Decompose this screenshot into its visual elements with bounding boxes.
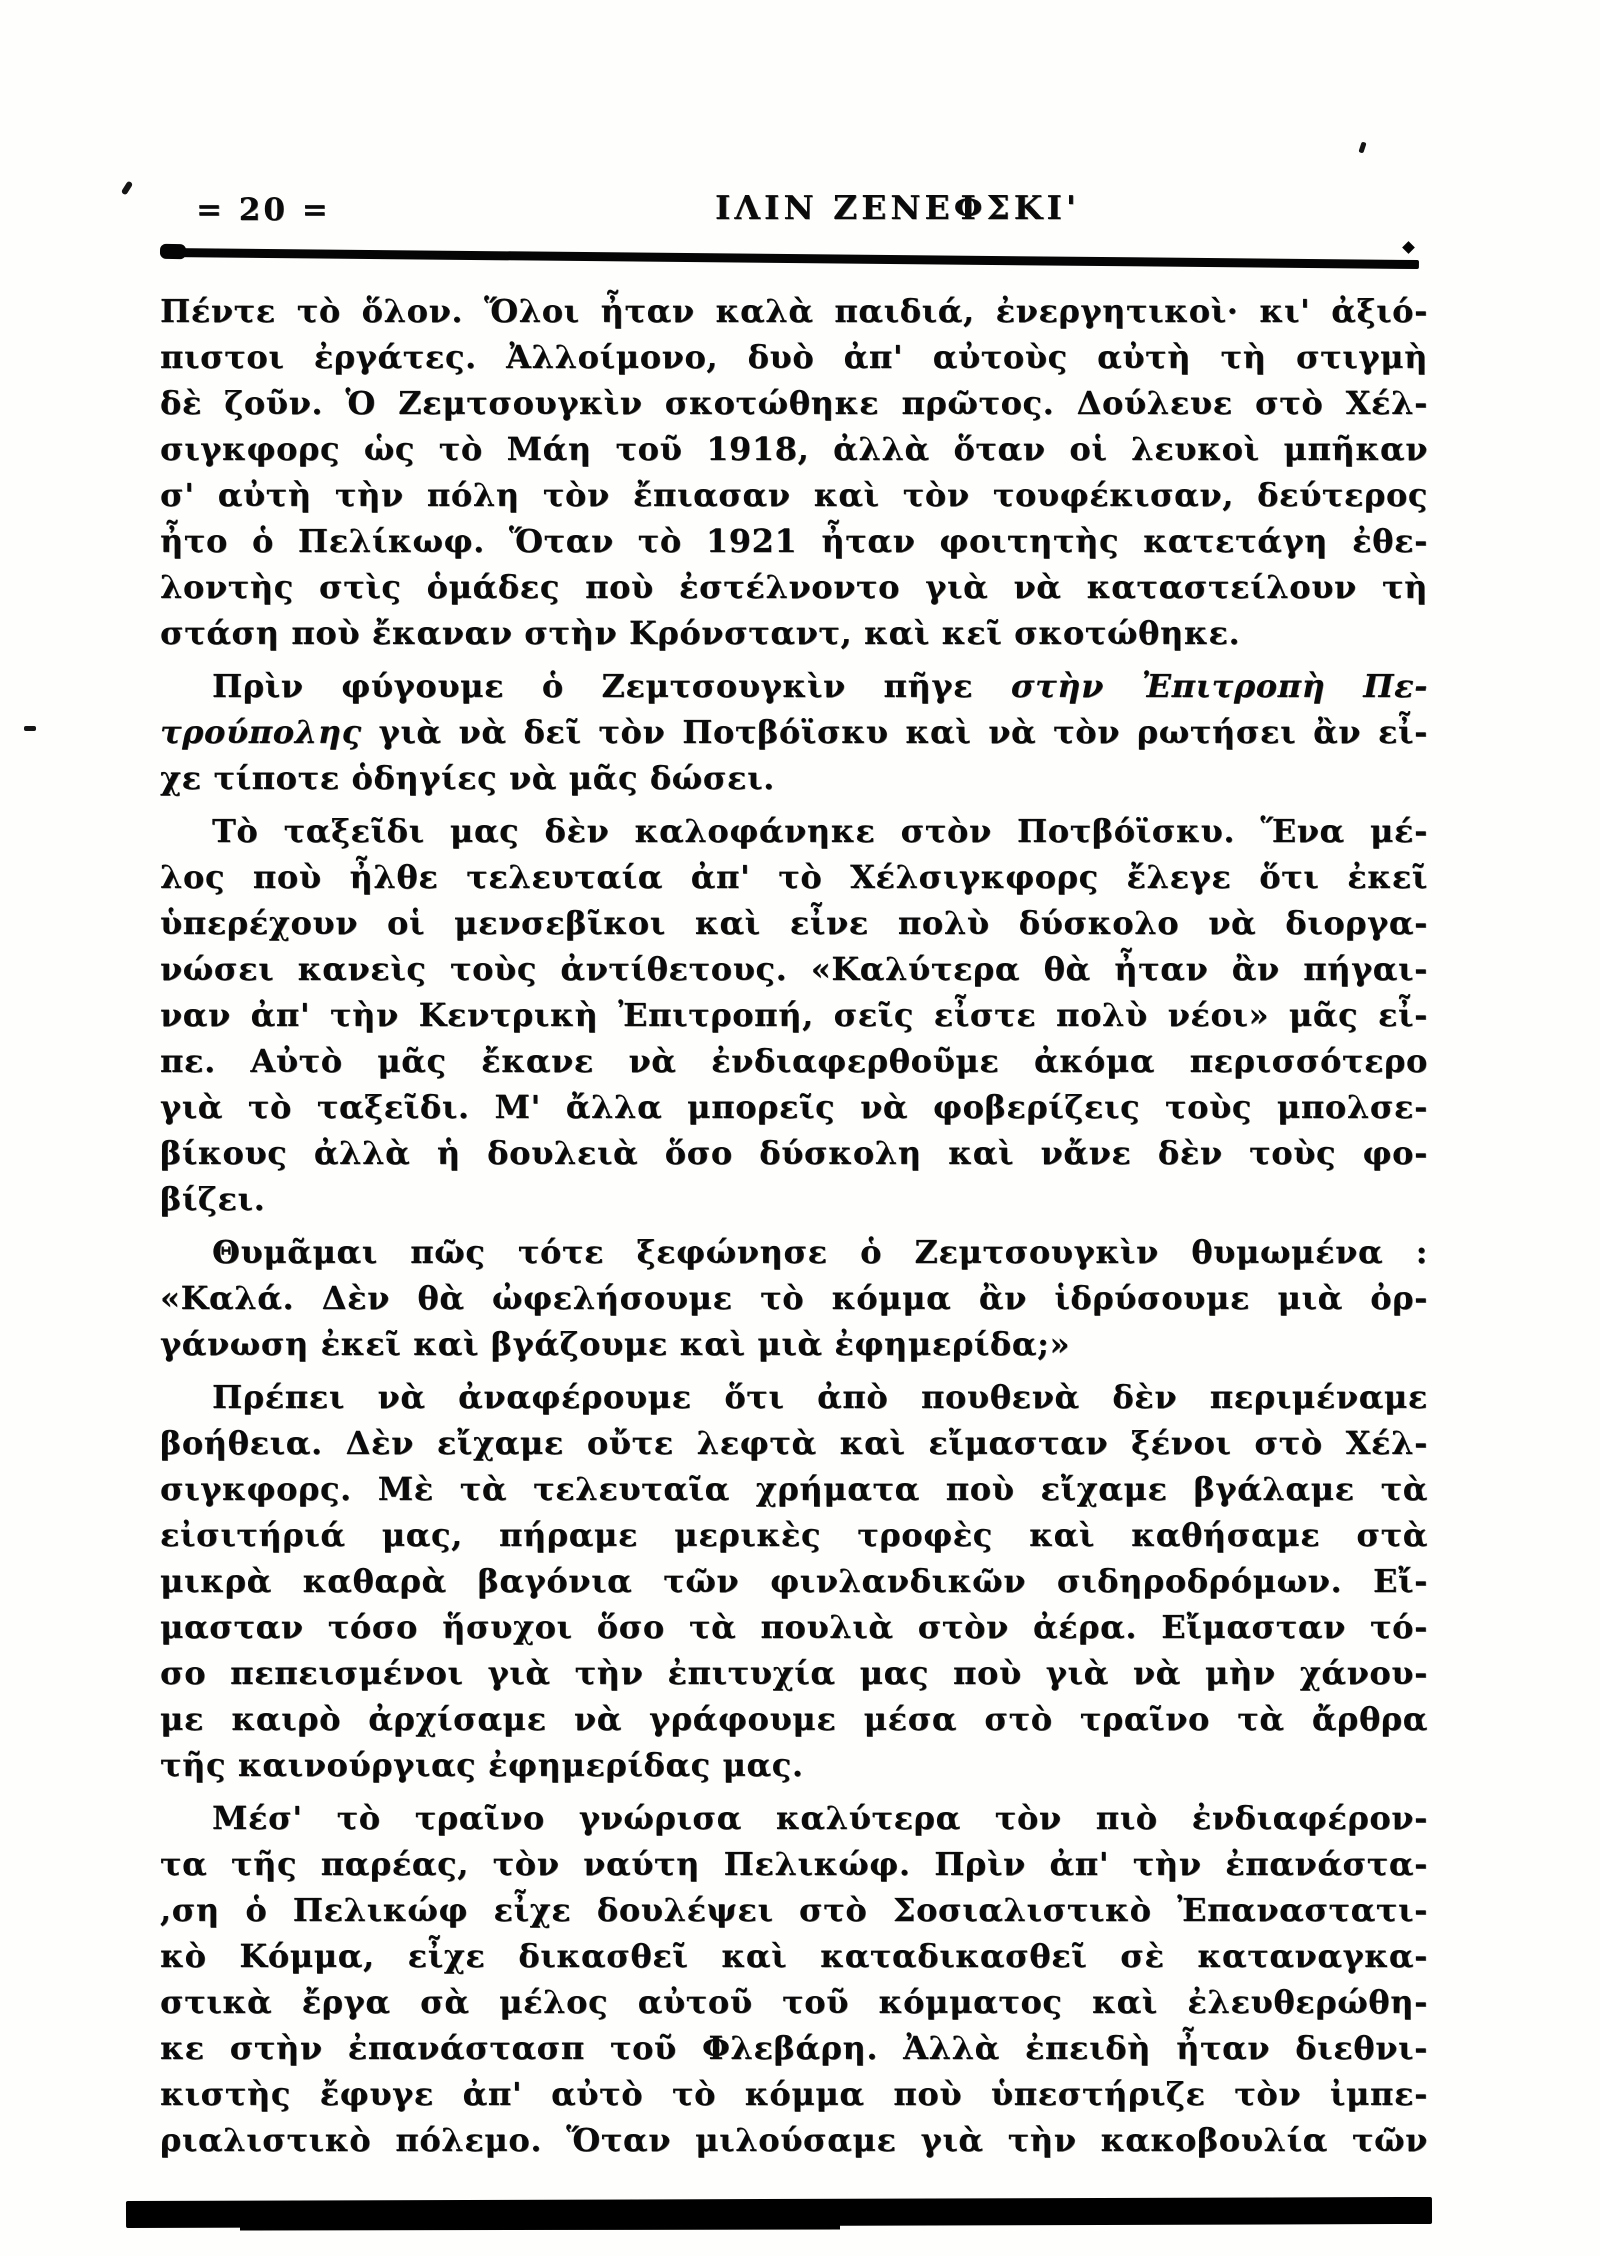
text-line: Θυμᾶμαι πῶς τότε ξεφώνησε ὁ Ζεμτσουγκὶν θυμωμένα :	[212, 1233, 1428, 1271]
text-line: τῆς καινούργιας ἐφημερίδας μας.	[160, 1746, 804, 1784]
text-line: βίζει.	[160, 1180, 266, 1218]
text-line: βίκους ἀλλὰ ἡ δουλειὰ ὅσο δύσκολη καὶ νἄνε δὲν τοὺς φο-	[160, 1134, 1428, 1172]
page-body-text	[160, 288, 1428, 2163]
header-rule-diamond-dot	[1402, 241, 1415, 254]
text-line: «Καλά. Δὲν θὰ ὠφελήσουμε τὸ κόμμα ἂν ἱδρύσουμε μιὰ ὀρ-	[160, 1279, 1428, 1317]
text-line: κε στὴν ἐπανάστασπ τοῦ Φλεβάρη. Ἀλλὰ ἐπειδὴ ἦταν διεθνι-	[160, 2029, 1428, 2067]
text-line: ριαλιστικὸ πόλεμο. Ὅταν μιλούσαμε γιὰ τὴν κακοβουλία τῶν	[160, 2121, 1428, 2159]
text-line: στάση ποὺ ἔκαναν στὴν Κρόνσταντ, καὶ κεῖ σκοτώθηκε.	[160, 614, 1241, 652]
bottom-scan-bar-shadow	[240, 2224, 840, 2230]
text-line: σ' αὐτὴ τὴν πόλη τὸν ἔπιασαν καὶ τὸν τουφέκισαν, δεύτερος	[160, 476, 1428, 514]
bottom-scan-bar	[126, 2197, 1432, 2228]
text-line: πιστοι ἐργάτες. Ἀλλοίμονο, δυὸ ἀπ' αὐτοὺς αὐτὴ τὴ στιγμὴ	[160, 338, 1428, 376]
text-line: κιστὴς ἔφυγε ἀπ' αὐτὸ τὸ κόμμα ποὺ ὑπεστήριζε τὸν ἰμπε-	[160, 2075, 1428, 2113]
text-line: μικρὰ καθαρὰ βαγόνια τῶν φινλανδικῶν σιδηροδρόμων. Εἴ-	[160, 1562, 1428, 1600]
text-line: Μέσ' τὸ τραῖνο γνώρισα καλύτερα τὸν πιὸ ἐνδιαφέρον-	[212, 1799, 1428, 1837]
text-line: ὑπερέχουν οἱ μενσεβῖκοι καὶ εἶνε πολὺ δύσκολο νὰ διοργα-	[160, 904, 1428, 942]
header-rule	[163, 248, 1419, 269]
text-line: Πέντε τὸ ὅλον. Ὅλοι ἦταν καλὰ παιδιά, ἐνεργητικοὶ· κι' ἀξιό-	[160, 292, 1428, 330]
text-line: με καιρὸ ἀρχίσαμε νὰ γράφουμε μέσα στὸ τραῖνο τὰ ἄρθρα	[160, 1700, 1428, 1738]
page-number: = 20 =	[196, 192, 331, 228]
text-line: Πρέπει νὰ ἀναφέρουμε ὅτι ἀπὸ πουθενὰ δὲν περιμέναμε	[212, 1378, 1428, 1416]
text-line: χε τίποτε ὁδηγίες νὰ μᾶς δώσει.	[160, 759, 775, 797]
text-line: λοντὴς στὶς ὁμάδες ποὺ ἐστέλνοντο γιὰ νὰ καταστείλουν τὴ	[160, 568, 1428, 606]
text-line: ἦτο ὁ Πελίκωφ. Ὅταν τὸ 1921 ἦταν φοιτητὴς κατετάγη ἐθε-	[160, 522, 1428, 560]
text-line: πε. Αὐτὸ μᾶς ἔκανε νὰ ἐνδιαφερθοῦμε ἀκόμα περισσότερο	[160, 1042, 1428, 1080]
text-line: βοήθεια. Δὲν εἴχαμε οὔτε λεφτὰ καὶ εἴμασταν ξένοι στὸ Χέλ-	[160, 1424, 1428, 1462]
italic-text-segment: τρούπολης	[160, 713, 379, 751]
text-line: στικὰ ἔργα σὰ μέλος αὐτοῦ τοῦ κόμματος καὶ ἐλευθερώθη-	[160, 1983, 1428, 2021]
text-line: ,ση ὁ Πελικώφ εἶχε δουλέψει στὸ Σοσιαλιστικὸ Ἐπαναστατι-	[160, 1891, 1428, 1929]
text-line: σιγκφορς ὡς τὸ Μάη τοῦ 1918, ἀλλὰ ὅταν οἱ λευκοὶ μπῆκαν	[160, 430, 1428, 468]
text-line: δὲ ζοῦν. Ὁ Ζεμτσουγκὶν σκοτώθηκε πρῶτος. Δούλευε στὸ Χέλ-	[160, 384, 1428, 422]
text-line: κὸ Κόμμα, εἶχε δικασθεῖ καὶ καταδικασθεῖ σὲ καταναγκα-	[160, 1937, 1428, 1975]
text-line: γιὰ τὸ ταξεῖδι. Μ' ἄλλα μπορεῖς νὰ φοβερίζεις τοὺς μπολσε-	[160, 1088, 1428, 1126]
text-line: σο πεπεισμένοι γιὰ τὴν ἐπιτυχία μας ποὺ γιὰ νὰ μὴν χάνου-	[160, 1654, 1428, 1692]
text-line: σιγκφορς. Μὲ τὰ τελευταῖα χρήματα ποὺ εἴχαμε βγάλαμε τὰ	[160, 1470, 1428, 1508]
text-line: Τὸ ταξεῖδι μας δὲν καλοφάνηκε στὸν Ποτβόϊσκυ. Ἕνα μέ-	[212, 812, 1428, 850]
text-line: νώσει κανεὶς τοὺς ἀντίθετους. «Καλύτερα θὰ ἦταν ἂν πήγαι-	[160, 950, 1428, 988]
scan-artifact	[24, 726, 36, 731]
text-line: εἰσιτήριά μας, πήραμε μερικὲς τροφὲς καὶ καθήσαμε στὰ	[160, 1516, 1428, 1554]
text-line	[160, 709, 1428, 755]
text-line: μασταν τόσο ἥσυχοι ὅσο τὰ πουλιὰ στὸν ἀέρα. Εἴμασταν τό-	[160, 1608, 1428, 1646]
italic-text-segment: στὴν Ἐπιτροπὴ Πε-	[1010, 667, 1428, 705]
text-line: ναν ἀπ' τὴν Κεντρικὴ Ἐπιτροπή, σεῖς εἶστε πολὺ νέοι» μᾶς εἶ-	[160, 996, 1428, 1034]
text-line	[160, 663, 1428, 709]
text-segment: γιὰ νὰ δεῖ τὸν Ποτβόϊσκυ καὶ νὰ τὸν ρωτήσει ἂν εἶ-	[378, 713, 1428, 751]
text-segment: Πρὶν φύγουμε ὁ Ζεμτσουγκὶν πῆγε	[212, 667, 1011, 705]
text-line: λος ποὺ ἦλθε τελευταία ἀπ' τὸ Χέλσιγκφορς ἔλεγε ὅτι ἐκεῖ	[160, 858, 1428, 896]
text-line: γάνωση ἐκεῖ καὶ βγάζουμε καὶ μιὰ ἐφημερίδα;»	[160, 1325, 1071, 1363]
text-line: τα τῆς παρέας, τὸν ναύτη Πελικώφ. Πρὶν ἀπ' τὴν ἐπανάστα-	[160, 1845, 1428, 1883]
scan-artifact	[1358, 141, 1366, 153]
page-title: ΙΛΙΝ ΖΕΝΕΦΣΚΙ'	[715, 188, 1080, 227]
